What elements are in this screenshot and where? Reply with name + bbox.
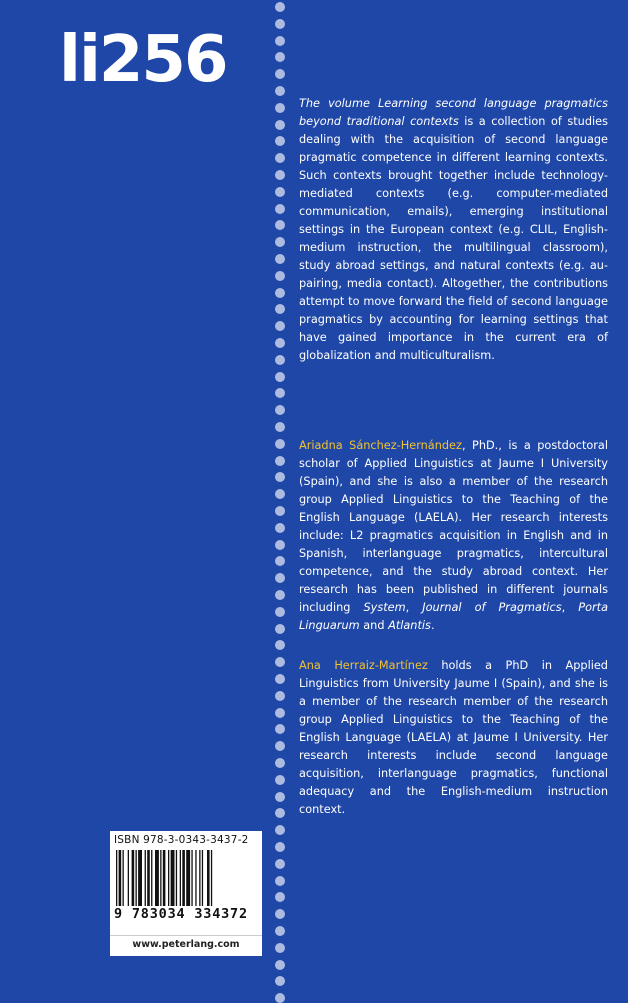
journal-porta: Porta Linguarum <box>299 601 609 632</box>
journal-pragmatics: Journal of Pragmatics <box>422 601 562 614</box>
barcode-bar <box>171 850 175 906</box>
barcode-bar <box>182 850 185 906</box>
barcode-bar <box>195 850 196 906</box>
author2-name: Ana Herraiz-Martínez <box>299 659 428 672</box>
perforation-dot <box>275 170 285 180</box>
author2-bio: Ana Herraiz-Martínez holds a PhD in Applied Linguistics from University Jaume I (Spain), and she is a member of the research member of the research group Applied Linguistics to the Teaching of the English Language (LAELA) at Jaume I University. Her research interests include second language acquisition, interlanguage pragmatics, functional adequacy and the English-medium instruction context. <box>299 659 608 816</box>
perforation-dot <box>275 724 285 734</box>
blurb-paragraph <box>299 95 608 365</box>
perforation-dot <box>275 422 285 432</box>
barcode-bar <box>145 850 146 906</box>
perforation-dot <box>275 540 285 550</box>
barcode-bar <box>132 850 135 906</box>
barcode-bar <box>136 850 137 906</box>
barcode-bar <box>138 850 142 906</box>
barcode-bar <box>168 850 169 906</box>
barcode-bar <box>163 850 166 906</box>
barcode-bar <box>116 850 117 906</box>
perforation-dot <box>275 909 285 919</box>
barcode-bar <box>128 850 129 906</box>
perforation-dot <box>275 624 285 634</box>
perforation-dot <box>275 153 285 163</box>
perforation-dot <box>275 842 285 852</box>
perforation-dot <box>275 204 285 214</box>
perforation-dot <box>275 876 285 886</box>
perforation-dot <box>275 304 285 314</box>
perforation-dot <box>275 506 285 516</box>
perforation-dot <box>275 691 285 701</box>
barcode-bar <box>207 850 210 906</box>
barcode-bar <box>155 850 159 906</box>
perforation-dot <box>275 271 285 281</box>
barcode-bar <box>147 850 150 906</box>
perforation-dot <box>275 120 285 130</box>
perforation-dot <box>275 960 285 970</box>
perforation-dot <box>275 792 285 802</box>
perforation-dot <box>275 36 285 46</box>
perforation-dot <box>275 590 285 600</box>
perforation-dot <box>275 859 285 869</box>
perforation-dot <box>275 86 285 96</box>
perforation-dot <box>275 926 285 936</box>
perforation-dot <box>275 2 285 12</box>
journal-atlantis: Atlantis <box>388 619 431 632</box>
perforation-dot <box>275 825 285 835</box>
perforation-dot <box>275 254 285 264</box>
barcode-bar <box>151 850 152 906</box>
perforation-dot <box>275 103 285 113</box>
perforation-dot <box>275 52 285 62</box>
perforation-dot <box>275 657 285 667</box>
perforation-dot <box>275 288 285 298</box>
perforation-dot <box>275 607 285 617</box>
perforation-dot <box>275 372 285 382</box>
perforation-dot <box>275 640 285 650</box>
perforation-dot <box>275 338 285 348</box>
perforation-dot <box>275 187 285 197</box>
barcode-bar <box>191 850 192 906</box>
perforation-dot <box>275 708 285 718</box>
perforation-dot <box>275 523 285 533</box>
perforation-dot <box>275 556 285 566</box>
perforation-dot <box>275 19 285 29</box>
author1-name: Ariadna Sánchez-Hernández <box>299 439 462 452</box>
perforation-dot <box>275 237 285 247</box>
perforation-dot <box>275 808 285 818</box>
perforation-dots <box>275 0 287 1000</box>
publisher-url: www.peterlang.com <box>110 935 262 956</box>
isbn-digits: 9 783034 334372 <box>114 906 248 922</box>
blurb-body: is a collection of studies dealing with the acquisition of second language pragmatic competence in different learning contexts. Such contexts brought together include technology-mediated contexts (e.g. computer-mediated communication, emails), emerging institutional settings in the European context (e.g. CLIL, English-medium instruction, the multilingual classroom), study abroad settings, and natural contexts (e.g. au-pairing, media contact). Altogether, the contributions attempt to move forward the field of second language pragmatics by accounting for learning settings that have gained importance in the current era of globalization and multiculturalism. <box>299 115 608 362</box>
perforation-dot <box>275 220 285 230</box>
perforation-dot <box>275 943 285 953</box>
barcode-bar <box>160 850 161 906</box>
author1-bio: Ariadna Sánchez-Hernández, PhD., is a postdoctoral scholar of Applied Linguistics at Jaume I University (Spain), and she is also a member of the research group Applied Linguistics to the Teaching of the English Language (LAELA). Her research interests include: L2 pragmatics acquisition in English and in Spanish, interlanguage pragmatics, intercultural competence, and the study abroad context. Her research has been published in different journals including System, Journal of Pragmatics, Porta Linguarum and Atlantis. <box>299 439 609 632</box>
perforation-dot <box>275 456 285 466</box>
isbn-label: ISBN 978-3-0343-3437-2 <box>114 834 249 846</box>
perforation-dot <box>275 388 285 398</box>
barcode-bar <box>211 850 212 906</box>
barcode-bars <box>116 850 256 906</box>
perforation-dot <box>275 993 285 1003</box>
barcode-bar <box>202 850 203 906</box>
barcode-bar <box>176 850 177 906</box>
barcode-bar <box>119 850 122 906</box>
perforation-dot <box>275 439 285 449</box>
perforation-dot <box>275 355 285 365</box>
perforation-dot <box>275 573 285 583</box>
barcode-bar <box>199 850 200 906</box>
perforation-dot <box>275 674 285 684</box>
journal-system: System <box>363 601 406 614</box>
barcode <box>110 831 262 935</box>
barcode-bar <box>186 850 190 906</box>
series-number: li256 <box>59 23 227 97</box>
perforation-dot <box>275 405 285 415</box>
perforation-dot <box>275 136 285 146</box>
perforation-dot <box>275 775 285 785</box>
barcode-bar <box>123 850 124 906</box>
perforation-dot <box>275 472 285 482</box>
barcode-bar <box>180 850 181 906</box>
perforation-dot <box>275 741 285 751</box>
perforation-dot <box>275 976 285 986</box>
blurb-title: The volume Learning second language pragmatics beyond traditional contexts <box>299 97 608 128</box>
perforation-dot <box>275 489 285 499</box>
perforation-dot <box>275 892 285 902</box>
perforation-dot <box>275 69 285 79</box>
perforation-dot <box>275 321 285 331</box>
perforation-dot <box>275 758 285 768</box>
